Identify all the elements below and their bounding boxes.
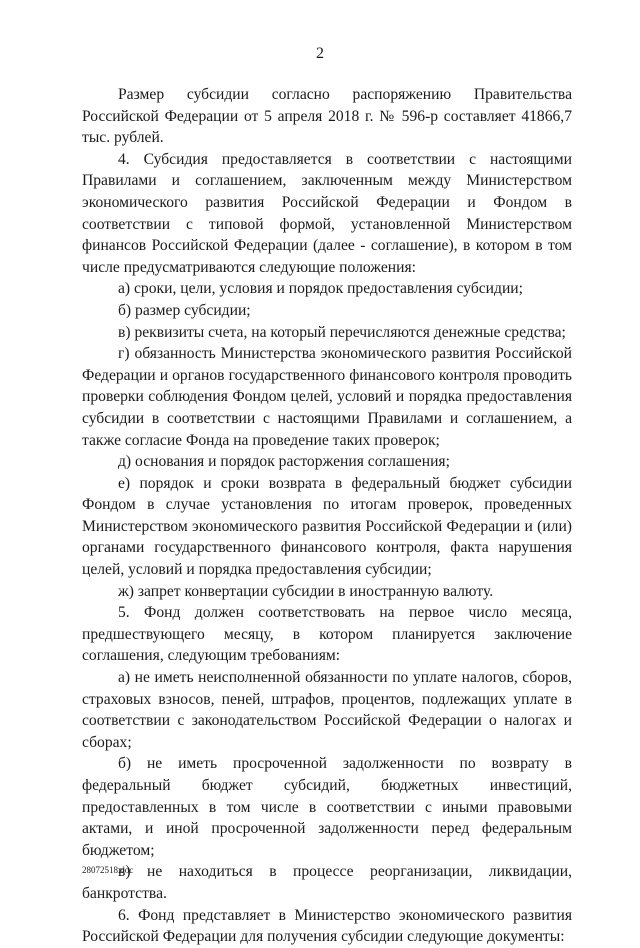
list-item-4e: е) порядок и сроки возврата в федеральный бюджет субсидии Фондом в случае установления по итогам проверок, проведенных Министерством экономического развития Российской Федерации и (или) органами государственного финансового контроля, факта нарушения целей, условий и порядка предоставления субсидии; [82, 474, 572, 579]
footer-file-code: 28072518.doc [82, 865, 134, 875]
list-item-4a: а) сроки, цели, условия и порядок предоставления субсидии; [118, 280, 523, 298]
page-number: 2 [316, 45, 324, 62]
list-item-4g: г) обязанность Министерства экономического развития Российской Федерации и органов государственного финансового контроля проводить проверки соблюдения Фондом целей, условий и порядка предоставления субсидии в соответствии с настоящими Правилами и соглашением, а также согласие Фонда на проведение таких проверок; [82, 345, 572, 449]
paragraph-5: 5. Фонд должен соответствовать на первое число месяца, предшествующего месяцу, в котором планируется заключение соглашения, следующим требованиям: [82, 604, 572, 665]
list-item-5v: в) не находиться в процессе реорганизации, ликвидации, банкротства. [82, 863, 572, 902]
list-item-4v: в) реквизиты счета, на который перечисляются денежные средства; [118, 323, 566, 341]
document-body [82, 84, 572, 948]
list-item-5a: а) не иметь неисполненной обязанности по уплате налогов, сборов, страховых взносов, пеней, штрафов, процентов, подлежащих уплате в соответствии с законодательством Российской Федерации о налогах и сборах; [82, 669, 572, 751]
list-item-4b: б) размер субсидии; [118, 301, 251, 319]
list-item-4d: д) основания и порядок расторжения соглашения; [118, 453, 450, 471]
paragraph-6: 6. Фонд представляет в Министерство экономического развития Российской Федерации для получения субсидии следующие документы: [82, 906, 572, 946]
list-item-5b: б) не иметь просроченной задолженности по возврату в федеральный бюджет субсидий, бюджетных инвестиций, предоставленных в том числе в соответствии с иными правовыми актами, и иной просроченной задолженности перед федеральным бюджетом; [82, 755, 572, 859]
paragraph-subsidy-amount: Размер субсидии согласно распоряжению Правительства Российской Федерации от 5 апреля 2018 г. № 596-р составляет 41866,7 тыс. рублей. [82, 86, 572, 147]
list-item-4zh: ж) запрет конвертации субсидии в иностранную валюту. [118, 582, 494, 600]
paragraph-4: 4. Субсидия предоставляется в соответствии с настоящими Правилами и соглашением, заключенным между Министерством экономического развития Российской Федерации и Фондом в соответствии с типовой формой, установленной Министерством финансов Российской Федерации (далее - соглашение), в котором в том числе предусматриваются следующие положения: [82, 150, 572, 276]
